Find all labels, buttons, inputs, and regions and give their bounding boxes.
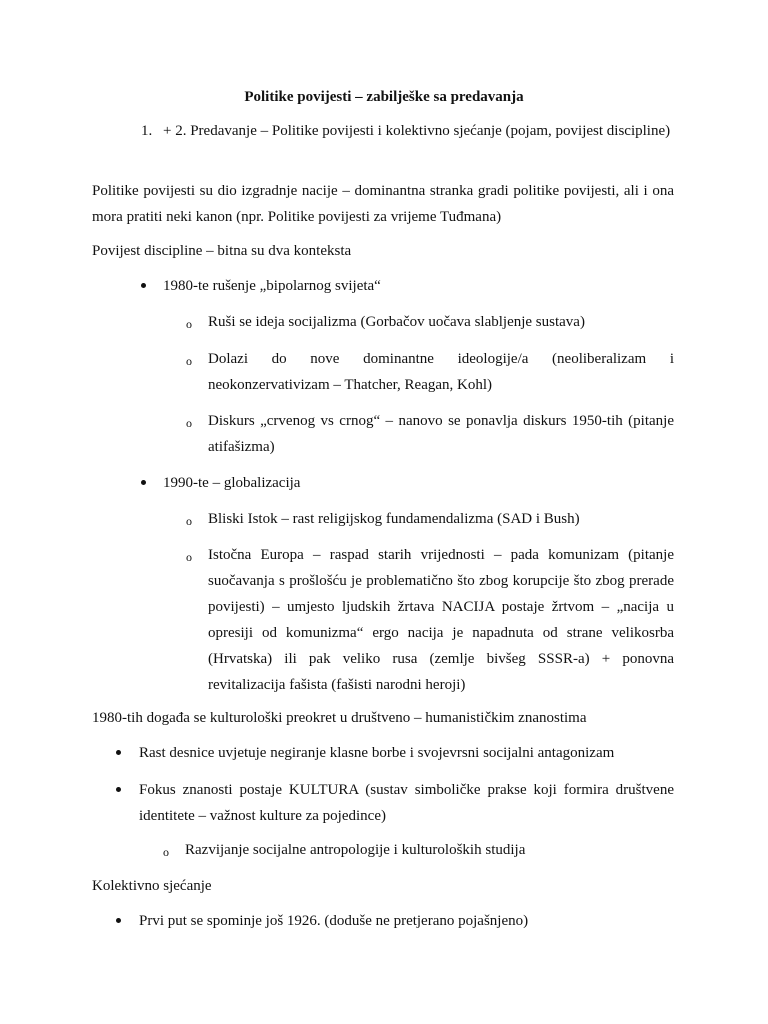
numbered-marker: 1. <box>141 123 153 139</box>
bullet-dot <box>141 283 146 288</box>
numbered-item: + 2. Predavanje – Politike povijesti i kolektivno sjećanje (pojam, povijest discipline) <box>163 123 671 139</box>
document-title: Politike povijesti – zabilješke sa predavanja <box>244 89 524 105</box>
sub-item-ideology: Dolazi do nove dominantne ideologije/a (neoliberalizam i neokonzervativizam – Thatcher, Reagan, Kohl) <box>208 351 674 393</box>
circle-marker: o <box>186 317 192 331</box>
circle-marker: o <box>186 514 192 528</box>
bullet-dot <box>116 787 121 792</box>
sub-item-middle-east: Bliski Istok – rast religijskog fundamendalizma (SAD i Bush) <box>208 511 580 527</box>
paragraph-cultural-turn: 1980-tih događa se kulturološki preokret u društveno – humanističkim znanostima <box>92 710 587 726</box>
bullet-dot <box>116 918 121 923</box>
paragraph-nation-building: Politike povijesti su dio izgradnje nacije – dominantna stranka gradi politike povijesti, ali i ona mora pratiti neki kanon (npr. Politike povijesti za vrijeme Tuđmana) <box>92 183 674 225</box>
bullet-1990: 1990-te – globalizacija <box>163 475 301 491</box>
bullet-dot <box>141 480 146 485</box>
bullet-1926: Prvi put se spominje još 1926. (doduše ne pretjerano pojašnjeno) <box>139 913 529 929</box>
bullet-culture-focus: Fokus znanosti postaje KULTURA (sustav simboličke prakse koji formira društvene identitete – važnost kulture za pojedince) <box>139 782 674 824</box>
sub-item-anthropology: Razvijanje socijalne antropologije i kulturoloških studija <box>185 842 526 858</box>
circle-marker: o <box>186 416 192 430</box>
paragraph-collective-memory: Kolektivno sjećanje <box>92 878 212 894</box>
bullet-1980: 1980-te rušenje „bipolarnog svijeta“ <box>163 278 381 294</box>
bullet-dot <box>116 750 121 755</box>
sub-item-discourse: Diskurs „crvenog vs crnog“ – nanovo se ponavlja diskurs 1950-tih (pitanje atifašizma) <box>208 413 674 455</box>
bullet-right-wing: Rast desnice uvjetuje negiranje klasne borbe i svojevrsni socijalni antagonizam <box>139 745 615 761</box>
circle-marker: o <box>186 354 192 368</box>
sub-item-socialism: Ruši se ideja socijalizma (Gorbačov uočava slabljenje sustava) <box>208 314 585 330</box>
paragraph-discipline-history: Povijest discipline – bitna su dva konteksta <box>92 243 352 259</box>
circle-marker: o <box>163 845 169 859</box>
sub-item-eastern-europe: Istočna Europa – raspad starih vrijednosti – pada komunizam (pitanje suočavanja s prošlošću je problematično što zbog korupcije što zbog prerade povijesti) – umjesto ljudskih žrtava NACIJA postaje žrtvom – „nacija u opresiji od komunizma“ ergo nacija je napadnuta od strane velikosrba (Hrvatska) ili pak veliko rusa (zemlje bivšeg SSSR-a) + ponovna revitalizacija fašista (fašisti narodni heroji) <box>208 547 674 693</box>
circle-marker: o <box>186 550 192 564</box>
